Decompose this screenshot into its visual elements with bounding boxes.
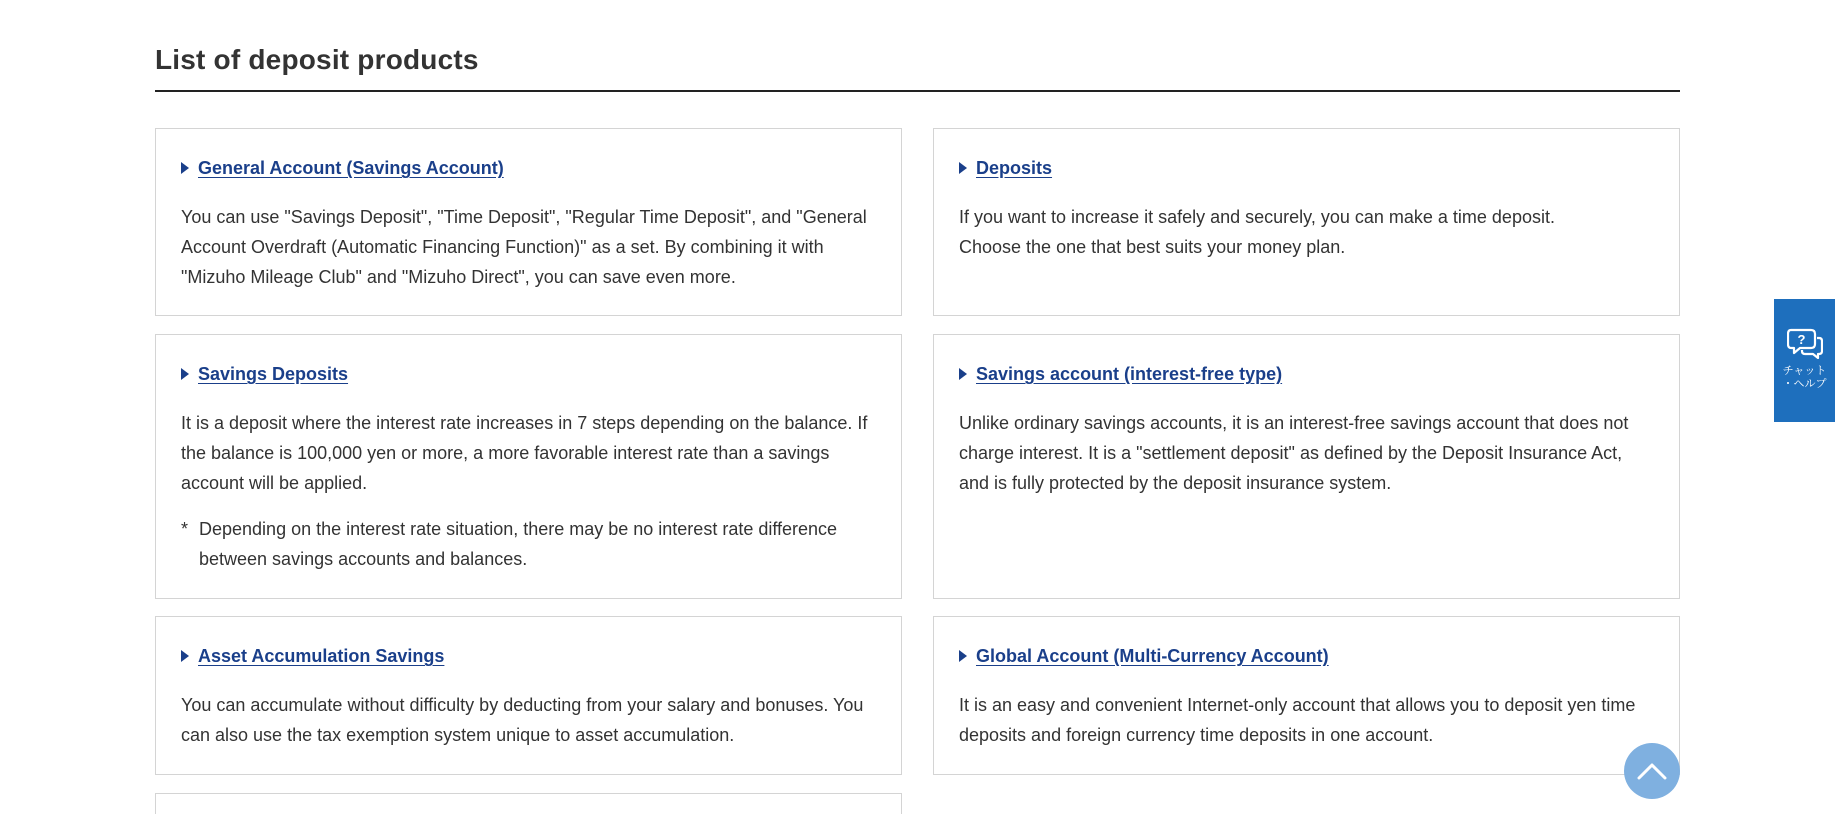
card-description: It is a deposit where the interest rate increases in 7 steps depending on the balance. If the balance is 100,000 yen or more, a more favorable interest rate than a savings account will be applied.	[181, 413, 868, 493]
card-note	[181, 514, 876, 574]
general-account-link[interactable]: General Account (Savings Account)	[198, 158, 504, 178]
card-description	[959, 202, 1654, 262]
page-title: List of deposit products	[155, 44, 479, 75]
interest-free-savings-link[interactable]: Savings account (interest-free type)	[976, 364, 1283, 384]
link-arrow-icon	[181, 368, 189, 380]
global-account-link[interactable]: Global Account (Multi-Currency Account)	[976, 646, 1329, 666]
product-card-general-account	[155, 128, 902, 316]
chat-help-tab[interactable]	[1774, 299, 1835, 422]
link-arrow-icon	[959, 162, 967, 174]
link-arrow-icon	[181, 162, 189, 174]
card-description: It is an easy and convenient Internet-only account that allows you to deposit yen time deposits and foreign currency time deposits in one account.	[959, 695, 1636, 745]
link-arrow-icon	[181, 650, 189, 662]
savings-deposits-link[interactable]: Savings Deposits	[198, 364, 349, 384]
product-card-asset-accumulation	[155, 616, 902, 775]
card-description: Unlike ordinary savings accounts, it is an interest-free savings account that does not charge interest. It is a "settlement deposit" as defined by the Deposit Insurance Act, and is fully protected by the deposit insurance system.	[959, 413, 1629, 493]
product-card-partial	[155, 793, 902, 814]
note-asterisk: *	[181, 519, 189, 539]
card-description: You can use "Savings Deposit", "Time Deposit", "Regular Time Deposit", and "General Account Overdraft (Automatic Financing Function)" as a set. By combining it with "Mizuho Mileage Club" and "Mizuho Direct", you can save even more.	[181, 207, 867, 287]
description-line: Choose the one that best suits your money plan.	[959, 237, 1346, 257]
back-to-top-button[interactable]	[1624, 743, 1680, 799]
link-arrow-icon	[959, 650, 967, 662]
link-arrow-icon	[959, 368, 967, 380]
note-text: Depending on the interest rate situation, there may be no interest rate difference between savings accounts and balances.	[199, 519, 838, 569]
product-card-savings-deposits	[155, 334, 902, 599]
asset-accumulation-link[interactable]: Asset Accumulation Savings	[198, 646, 445, 666]
title-divider	[155, 90, 1680, 92]
svg-text:?: ?	[1797, 332, 1805, 347]
card-description: You can accumulate without difficulty by deducting from your salary and bonuses. You can also use the tax exemption system unique to asset accumulation.	[181, 695, 864, 745]
product-card-deposits	[933, 128, 1680, 316]
chevron-up-icon	[1637, 762, 1667, 780]
chat-help-label: チャット ・ヘルプ	[1782, 365, 1827, 390]
deposits-link[interactable]: Deposits	[976, 158, 1053, 178]
chat-help-icon	[1787, 327, 1823, 361]
description-line: If you want to increase it safely and securely, you can make a time deposit.	[959, 207, 1555, 227]
product-card-interest-free-savings	[933, 334, 1680, 599]
product-card-global-account	[933, 616, 1680, 775]
